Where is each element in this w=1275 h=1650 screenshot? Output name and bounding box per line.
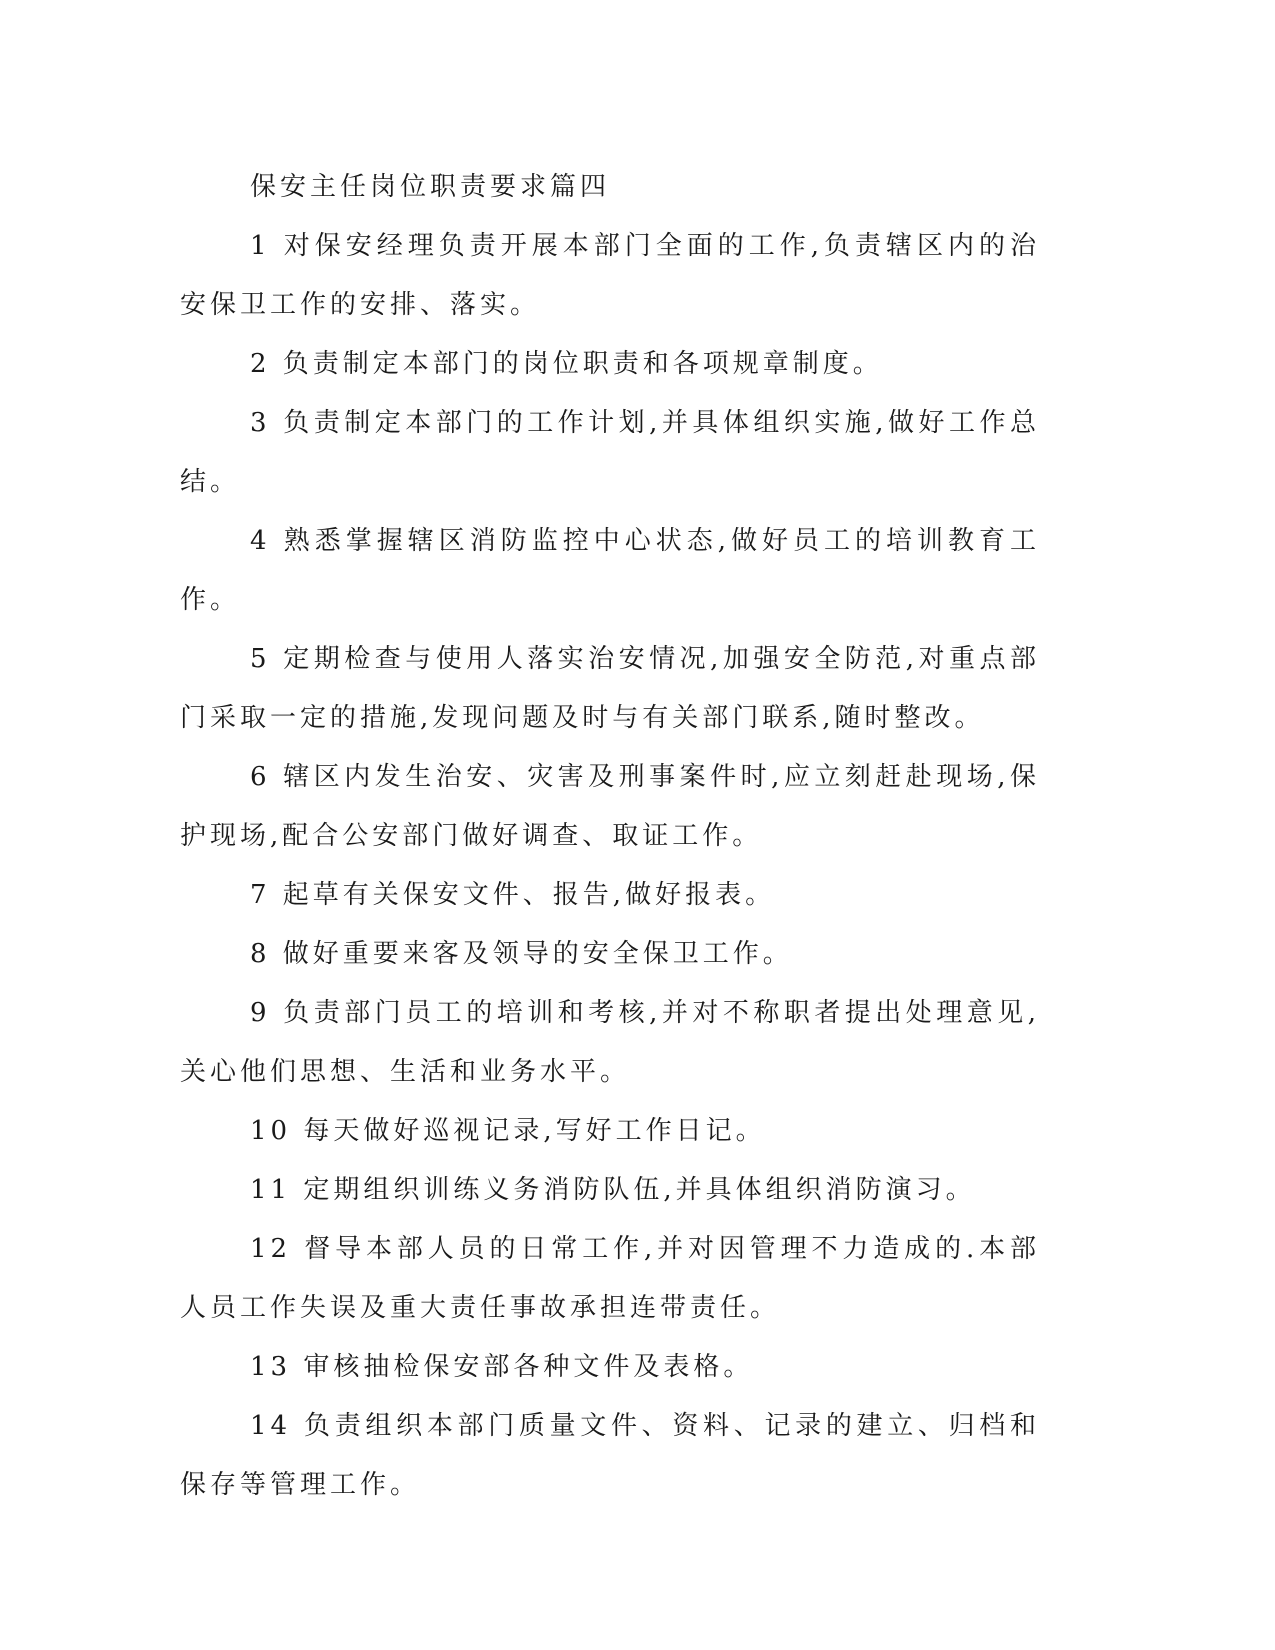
duty-item-14: 14 负责组织本部门质量文件、资料、记录的建立、归档和保存等管理工作。 [180, 1411, 1040, 1500]
duty-item-12: 12 督导本部人员的日常工作,并对因管理不力造成的.本部人员工作失误及重大责任事故承担连带责任。 [180, 1234, 1040, 1323]
duty-item-7: 7 起草有关保安文件、报告,做好报表。 [250, 880, 776, 910]
duty-item-1: 1 对保安经理负责开展本部门全面的工作,负责辖区内的治安保卫工作的安排、落实。 [180, 231, 1040, 320]
document-title: 保安主任岗位职责要求篇四 [250, 172, 611, 202]
duty-item-4: 4 熟悉掌握辖区消防监控中心状态,做好员工的培训教育工作。 [180, 526, 1040, 615]
duty-item-8: 8 做好重要来客及领导的安全保卫工作。 [250, 939, 793, 969]
duty-item-3: 3 负责制定本部门的工作计划,并具体组织实施,做好工作总结。 [180, 408, 1040, 497]
duty-item-13: 13 审核抽检保安部各种文件及表格。 [250, 1352, 754, 1382]
duty-item-9: 9 负责部门员工的培训和考核,并对不称职者提出处理意见,关心他们思想、生活和业务水平。 [180, 998, 1040, 1087]
duty-item-2: 2 负责制定本部门的岗位职责和各项规章制度。 [250, 349, 883, 379]
duty-item-11: 11 定期组织训练义务消防队伍,并具体组织消防演习。 [250, 1175, 976, 1205]
duty-item-5: 5 定期检查与使用人落实治安情况,加强安全防范,对重点部门采取一定的措施,发现问题及时与有关部门联系,随时整改。 [180, 644, 1040, 733]
duty-item-6: 6 辖区内发生治安、灾害及刑事案件时,应立刻赶赴现场,保护现场,配合公安部门做好调查、取证工作。 [180, 762, 1040, 851]
duty-item-10: 10 每天做好巡视记录,写好工作日记。 [250, 1116, 766, 1146]
document-body [180, 158, 1040, 1515]
